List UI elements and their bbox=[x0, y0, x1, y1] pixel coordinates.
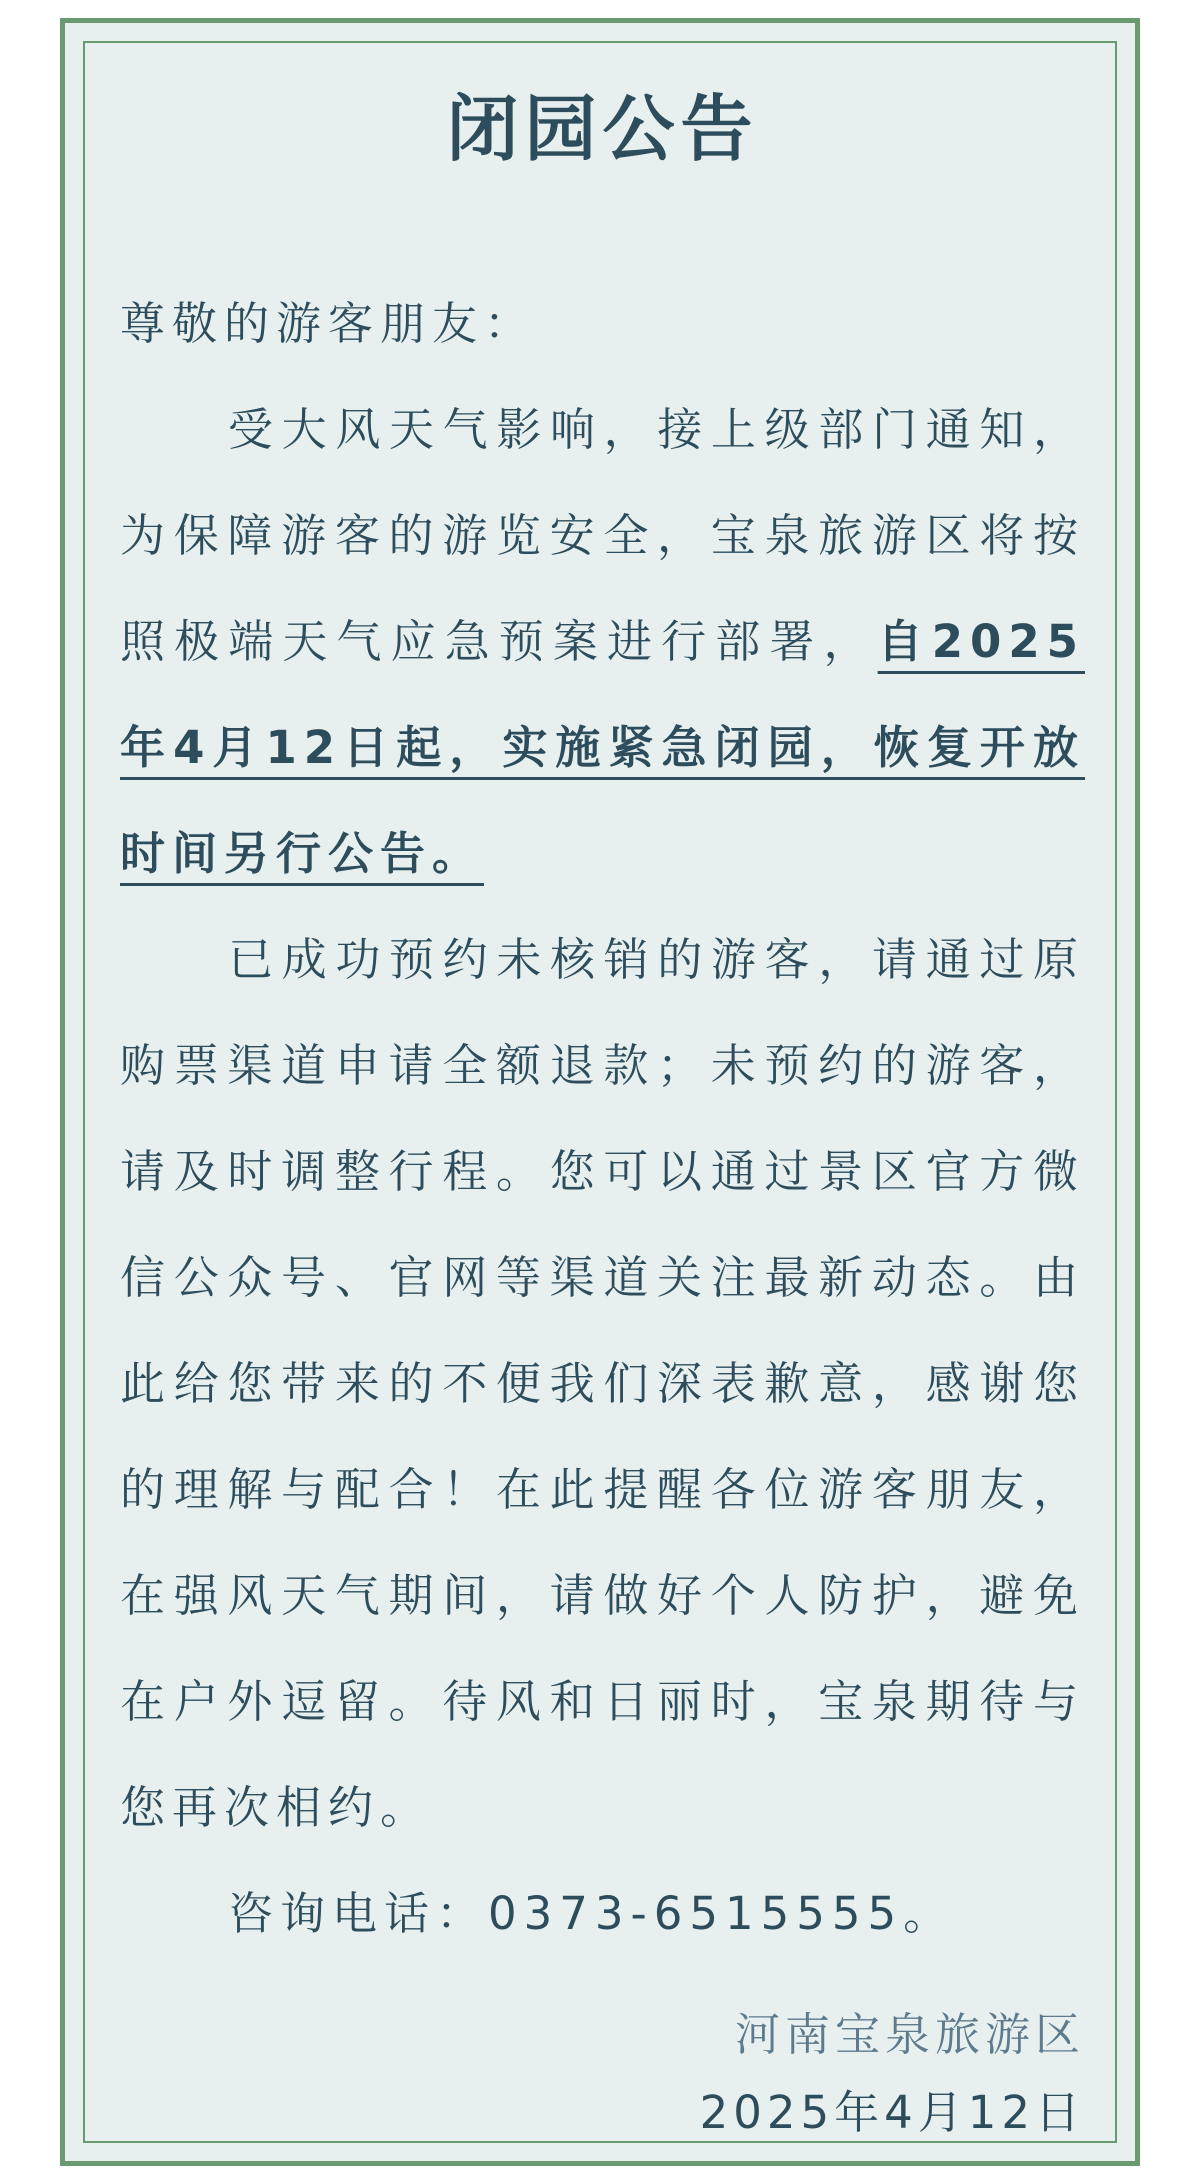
paragraph-refund: 已成功预约未核销的游客，请通过原购票渠道申请全额退款；未预约的游客，请及时调整行程。您可以通过景区官方微信公众号、官网等渠道关注最新动态。由此给您带来的不便我们深表歉意，感谢您的理解与配合！在此提醒各位游客朋友，在强风天气期间，请做好个人防护，避免在户外逗留。待风和日丽时，宝泉期待与您再次相约。 bbox=[120, 933, 1085, 1834]
contact-phone: 咨询电话：0373-6515555。 bbox=[228, 1887, 956, 1940]
salutation: 尊敬的游客朋友： bbox=[120, 297, 537, 350]
paragraph-closure bbox=[120, 377, 1085, 907]
notice-title: 闭园公告 bbox=[446, 87, 759, 171]
signature-block bbox=[700, 1996, 1085, 2152]
closure-emphasis: 自2025年4月12日起，实施紧急闭园，恢复开放时间另行公告。 bbox=[120, 615, 1085, 880]
notice-frame bbox=[60, 18, 1140, 2166]
issuer-organization: 河南宝泉旅游区 bbox=[734, 2008, 1085, 2061]
notice-body bbox=[120, 271, 1085, 1967]
closure-text: 受大风天气影响，接上级部门通知，为保障游客的游览安全，宝泉旅游区将按照极端天气应急预案进行部署， bbox=[120, 403, 1085, 668]
issue-date: 2025年4月12日 bbox=[699, 2086, 1085, 2139]
